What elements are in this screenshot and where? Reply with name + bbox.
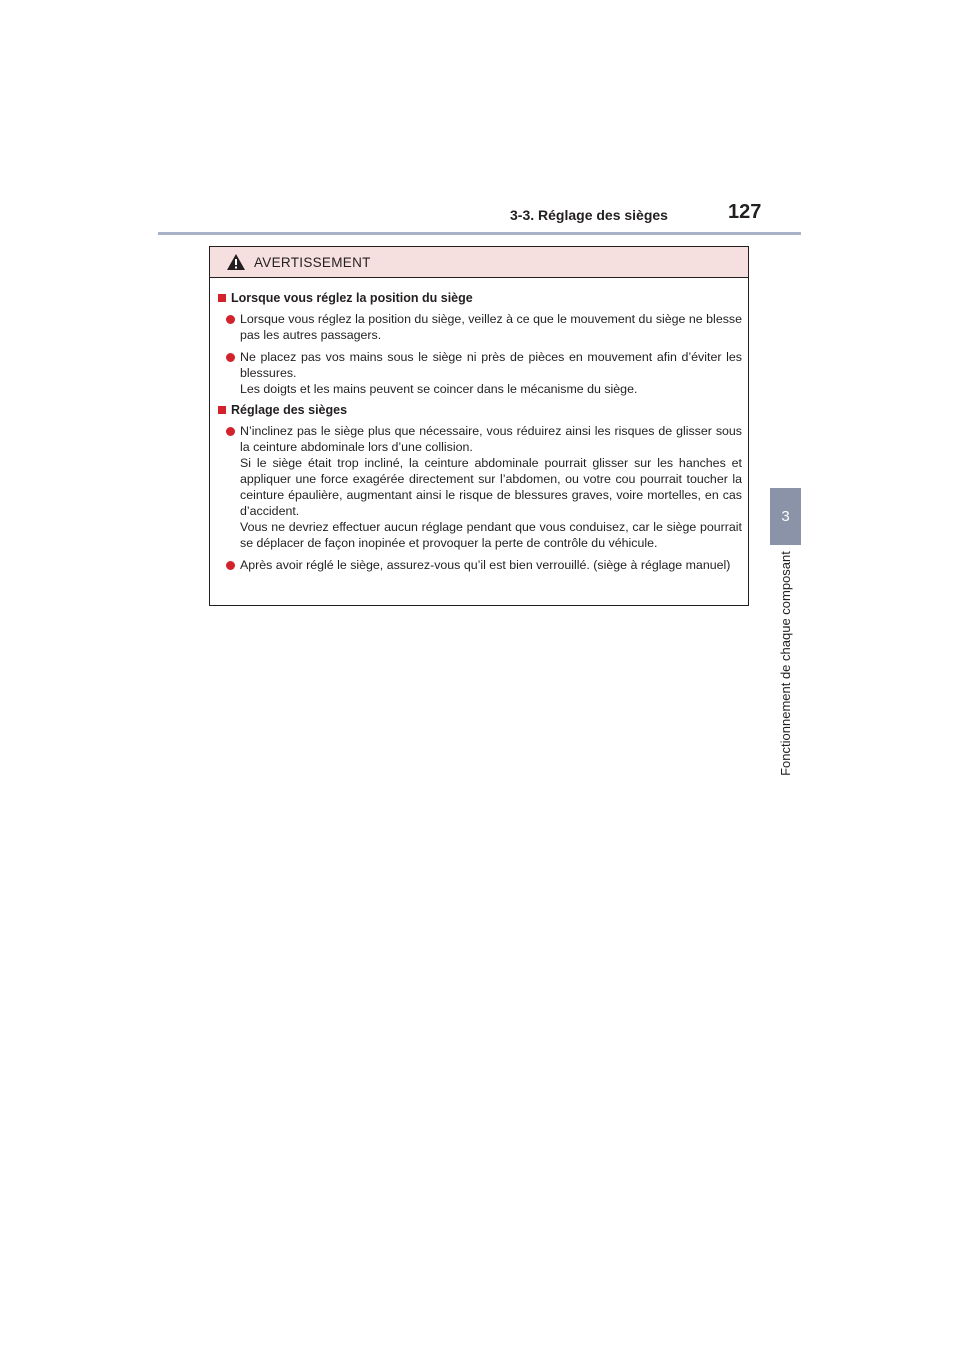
bullet-item [226,349,742,397]
bullet-text [240,557,742,573]
square-bullet-icon [218,406,226,414]
bullet-paragraph: Ne placez pas vos mains sous le siège ni près de pièces en mouvement afin d’éviter les blessures. [240,350,742,380]
round-bullet-icon [226,315,235,324]
warning-triangle-icon [226,253,246,271]
bullet-item [226,311,742,343]
round-bullet-icon [226,561,235,570]
warning-section [218,291,742,397]
round-bullet-icon [226,427,235,436]
chapter-label [770,552,801,774]
square-bullet-icon [218,294,226,302]
section-heading [218,291,742,305]
bullet-paragraph: Lorsque vous réglez la position du siège, veillez à ce que le mouvement du siège ne blesse pas les autres passagers. [240,312,742,342]
bullet-item [226,557,742,573]
chapter-label-text: Fonctionnement de chaque composant [778,550,794,776]
warning-title: AVERTISSEMENT [254,254,371,270]
bullet-paragraph: Si le siège était trop incliné, la ceinture abdominale pourrait glisser sur les hanches et appliquer une force exagérée directement sur l’abdomen, ou votre cou pourrait toucher la ceinture épaulière, augmentant ainsi le risque de blessures graves, voire mortelles, en cas d’accident. [240,456,742,518]
bullet-paragraph: Après avoir réglé le siège, assurez-vous qu’il est bien verrouillé. (siège à réglage manuel) [240,558,731,572]
bullet-paragraph: Vous ne devriez effectuer aucun réglage pendant que vous conduisez, car le siège pourrait se déplacer de façon inopinée et provoquer la perte de contrôle du véhicule. [240,520,742,550]
chapter-tab: 3 [770,488,801,545]
section-heading-text: Lorsque vous réglez la position du siège [231,291,473,305]
bullet-text [240,423,742,551]
bullet-paragraph: N’inclinez pas le siège plus que nécessaire, vous réduirez ainsi les risques de glisser sous la ceinture abdominale lors d’une collision. [240,424,742,454]
bullet-text [240,311,742,343]
header-divider [158,232,801,235]
section-title: 3-3. Réglage des sièges [510,207,668,223]
page-number: 127 [728,201,762,223]
warning-box [209,246,749,606]
warning-body [210,278,748,573]
bullet-paragraph: Les doigts et les mains peuvent se coincer dans le mécanisme du siège. [240,382,638,396]
bullet-item [226,423,742,551]
warning-section [218,403,742,573]
round-bullet-icon [226,353,235,362]
section-heading [218,403,742,417]
bullet-text [240,349,742,397]
section-heading-text: Réglage des sièges [231,403,348,417]
warning-header [210,247,748,278]
